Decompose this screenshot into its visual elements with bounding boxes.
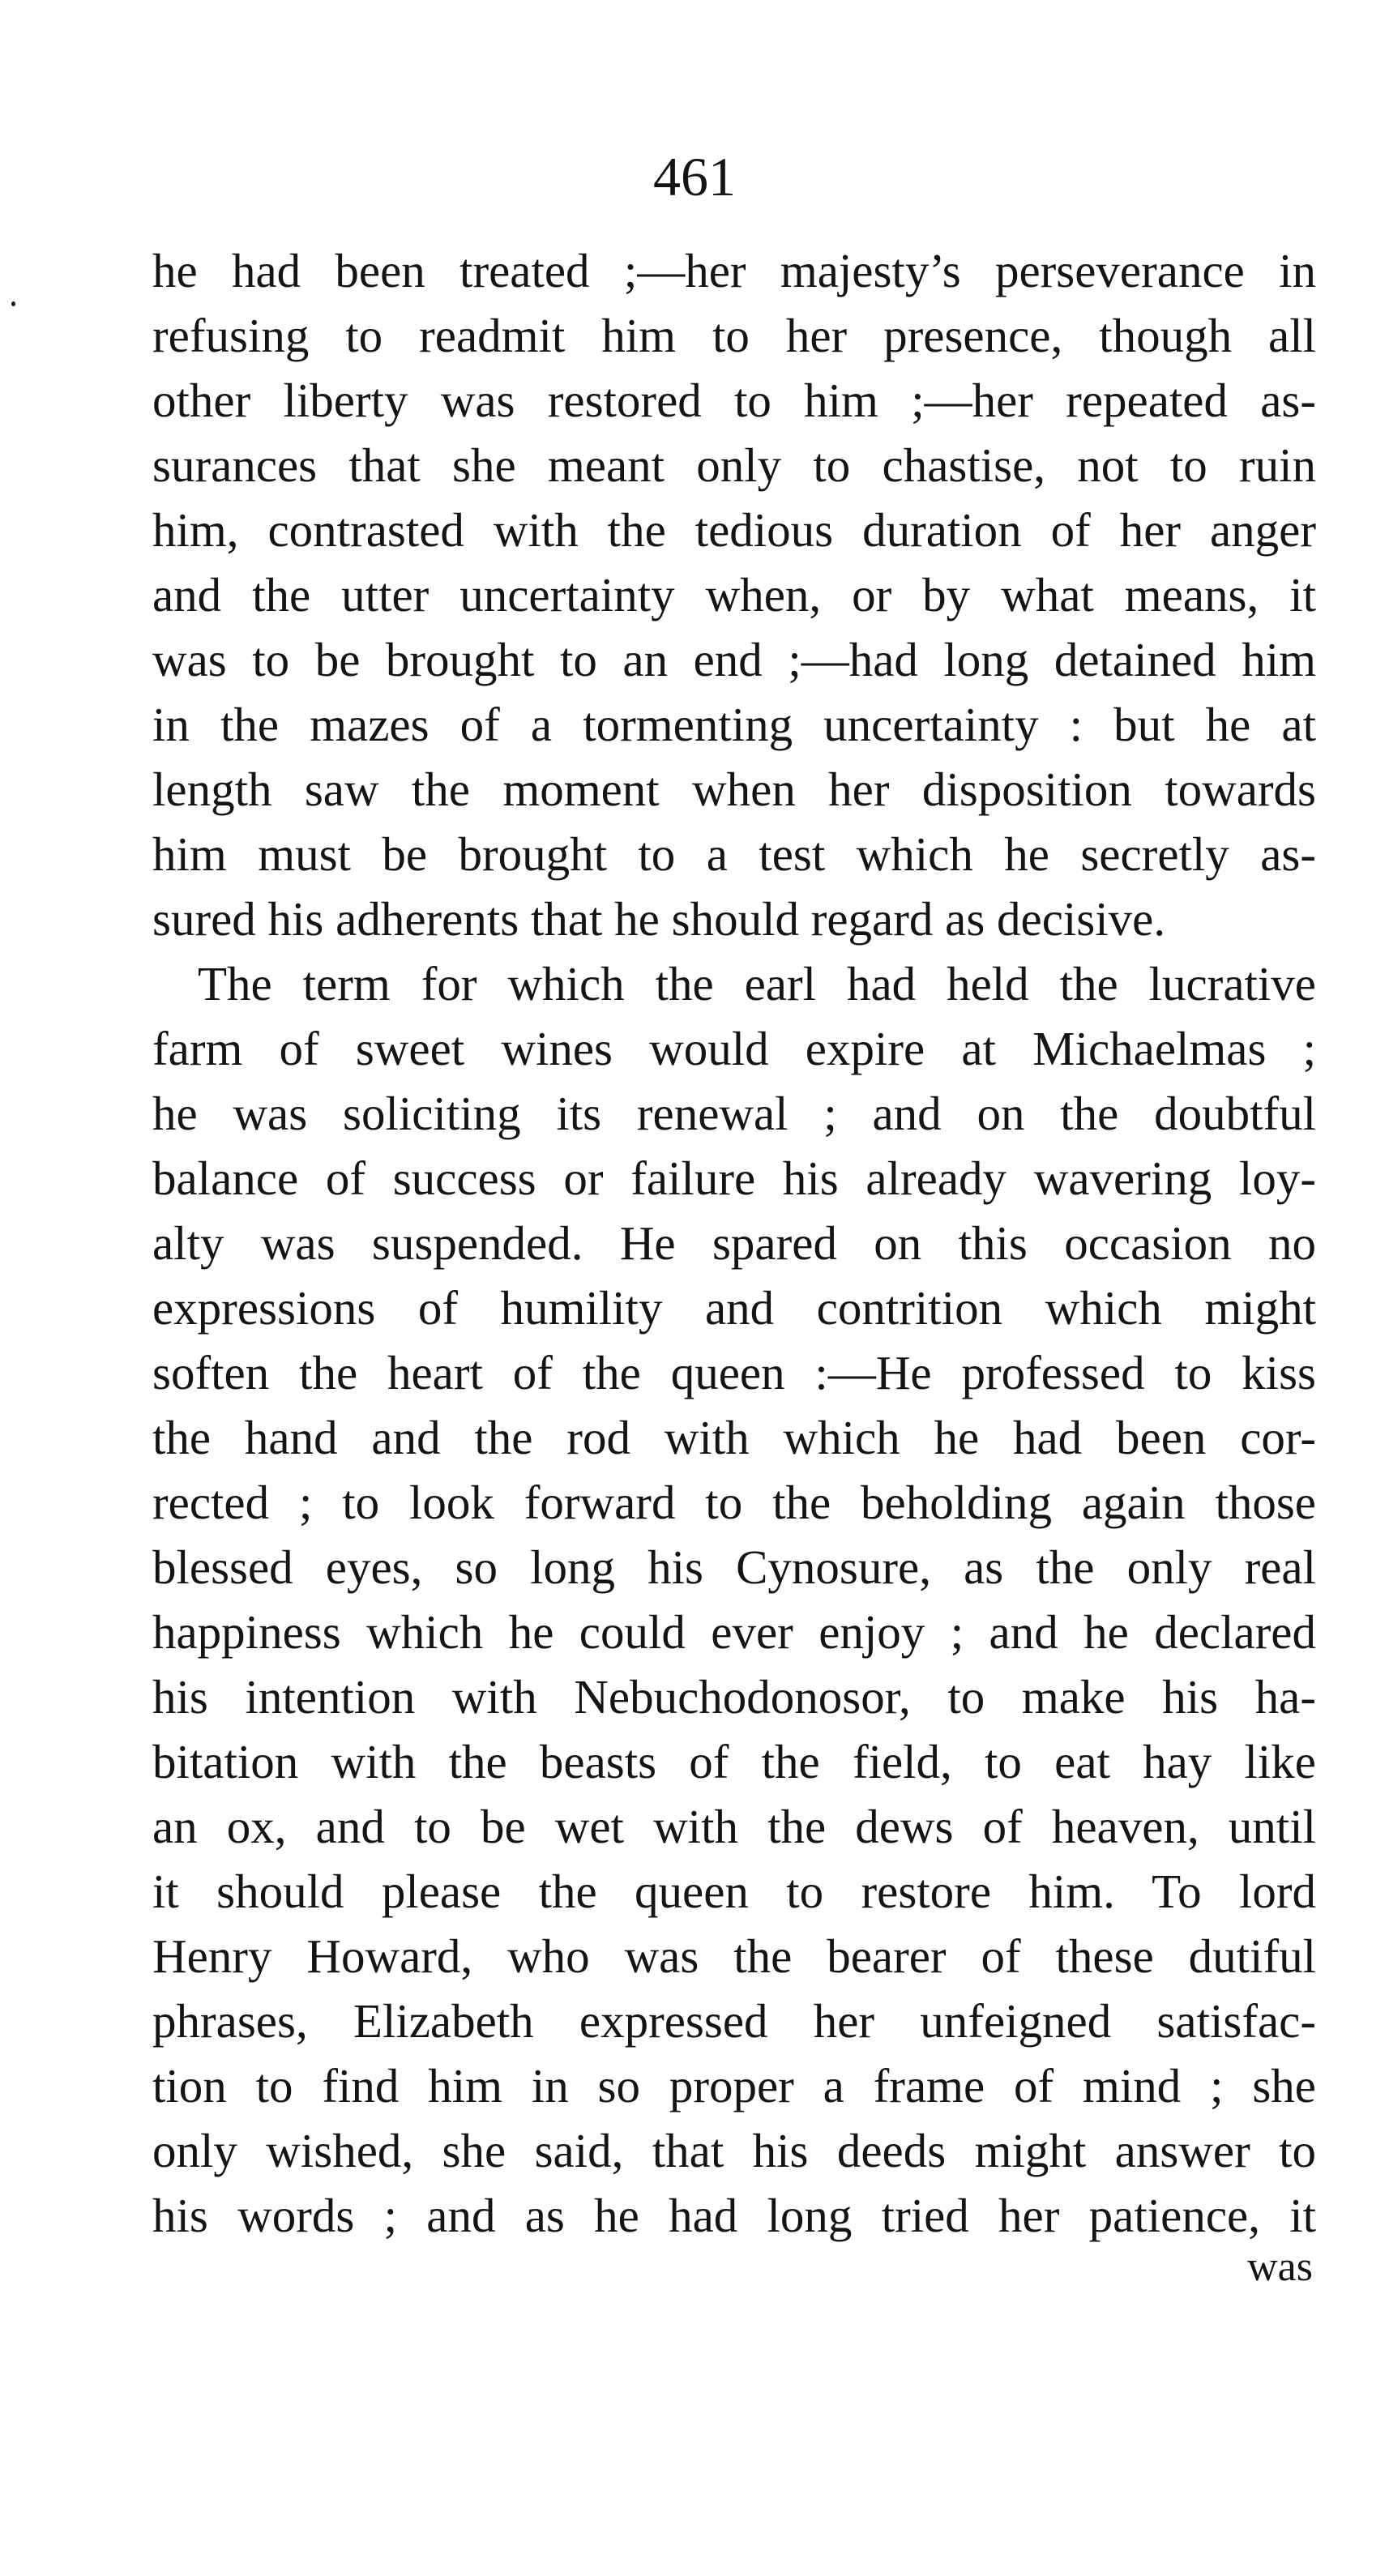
text-line: surances that she meant only to chastise, not to ruin xyxy=(152,438,1316,492)
text-line: rected ; to look forward to the beholding again those xyxy=(152,1476,1316,1529)
text-line: other liberty was restored to him ;—her repeated as- xyxy=(152,374,1316,427)
text-line: balance of success or failure his already wavering loy- xyxy=(152,1151,1316,1205)
text-line: it should please the queen to restore him. To lord xyxy=(152,1865,1316,1918)
text-line: in the mazes of a tormenting uncertainty : but he at xyxy=(152,698,1316,751)
text-line: farm of sweet wines would expire at Michaelmas ; xyxy=(152,1022,1316,1075)
text-line: phrases, Elizabeth expressed her unfeigned satisfac- xyxy=(152,1994,1316,2048)
paragraph-first-line: The term for which the earl had held the lucrative xyxy=(198,957,1316,1010)
text-line: length saw the moment when her disposition towards xyxy=(152,763,1316,816)
text-line: him, contrasted with the tedious duration of her anger xyxy=(152,503,1316,557)
text-line: and the utter uncertainty when, or by what means, it xyxy=(152,568,1316,622)
text-line: refusing to readmit him to her presence, though all xyxy=(152,309,1316,362)
text-line: soften the heart of the queen :—He professed to kiss xyxy=(152,1346,1316,1399)
catchword: was xyxy=(1247,2244,1313,2290)
margin-ink-dot xyxy=(11,301,15,306)
text-line: an ox, and to be wet with the dews of heaven, until xyxy=(152,1800,1316,1853)
text-line: was to be brought to an end ;—had long detained him xyxy=(152,633,1316,686)
text-line: tion to find him in so proper a frame of mind ; she xyxy=(152,2059,1316,2112)
text-line: him must be brought to a test which he secretly as- xyxy=(152,827,1316,881)
text-line: his intention with Nebuchodonosor, to make his ha- xyxy=(152,1670,1316,1724)
text-line: only wished, she said, that his deeds might answer to xyxy=(152,2124,1316,2177)
text-line: happiness which he could ever enjoy ; and he declared xyxy=(152,1605,1316,1659)
text-line: Henry Howard, who was the bearer of these dutiful xyxy=(152,1929,1316,1983)
body-text xyxy=(152,238,1316,2248)
text-line: he was soliciting its renewal ; and on the doubtful xyxy=(152,1087,1316,1140)
text-line: his words ; and as he had long tried her patience, it xyxy=(152,2189,1316,2242)
page-number: 461 xyxy=(653,146,736,207)
text-line: bitation with the beasts of the field, to eat hay like xyxy=(152,1735,1316,1788)
text-line: expressions of humility and contrition which might xyxy=(152,1281,1316,1335)
text-line: sured his adherents that he should regard as decisive. xyxy=(152,892,1166,946)
text-line: blessed eyes, so long his Cynosure, as the only real xyxy=(152,1540,1316,1594)
text-line: he had been treated ;—her majesty’s perseverance in xyxy=(152,244,1316,297)
text-line: the hand and the rod with which he had been cor- xyxy=(152,1411,1316,1464)
text-line: alty was suspended. He spared on this occasion no xyxy=(152,1216,1316,1270)
